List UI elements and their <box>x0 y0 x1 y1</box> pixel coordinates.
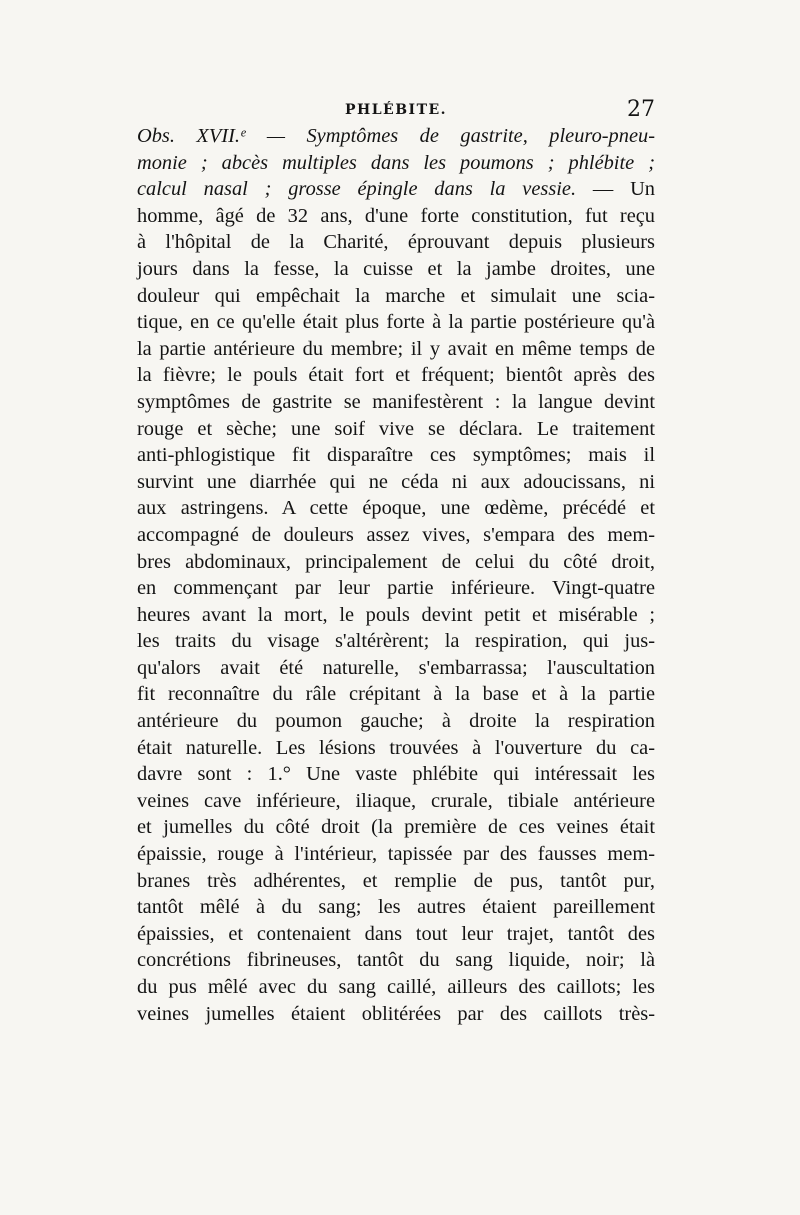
observation-heading-line-2: monie ; abcès multiples dans les poumons ; phlébite ; <box>137 151 655 174</box>
body-start: — Un <box>576 178 655 201</box>
text-line: fit reconnaître du râle crépitant à la base et à la partie <box>137 683 655 706</box>
text-line: et jumelles du côté droit (la première de ces veines était <box>137 816 655 839</box>
text-line: heures avant la mort, le pouls devint petit et misérable ; <box>137 603 655 626</box>
body-lines <box>137 203 655 1027</box>
text-line: veines jumelles étaient oblitérées par des caillots très- <box>137 1002 655 1025</box>
text-line: symptômes de gastrite se manifestèrent : la langue devint <box>137 390 655 413</box>
text-line: homme, âgé de 32 ans, d'une forte constitution, fut reçu <box>137 204 655 227</box>
observation-label: Obs. XVII.ᵉ <box>137 125 246 147</box>
text-line: qu'alors avait été naturelle, s'embarrassa; l'auscultation <box>137 656 655 679</box>
text-line: bres abdominaux, principalement de celui du côté droit, <box>137 550 655 573</box>
text-line: jours dans la fesse, la cuisse et la jambe droites, une <box>137 257 655 280</box>
text-line: à l'hôpital de la Charité, éprouvant depuis plusieurs <box>137 231 655 254</box>
page-number: 27 <box>627 97 655 122</box>
text-line: douleur qui empêchait la marche et simulait une scia- <box>137 284 655 307</box>
text-line: épaissie, rouge à l'intérieur, tapissée par des fausses mem- <box>137 843 655 866</box>
running-title: PHLÉBITE. <box>344 102 448 118</box>
text-line: survint une diarrhée qui ne céda ni aux adoucissans, ni <box>137 470 655 493</box>
text-line: en commençant par leur partie inférieure. Vingt-quatre <box>137 577 655 600</box>
text-line: accompagné de douleurs assez vives, s'empara des mem- <box>137 523 655 546</box>
text-line: était naturelle. Les lésions trouvées à l'ouverture du ca- <box>137 736 655 759</box>
text-line: veines cave inférieure, iliaque, crurale, tibiale antérieure <box>137 789 655 812</box>
text-line: rouge et sèche; une soif vive se déclara. Le traitement <box>137 417 655 440</box>
text-line: épaissies, et contenaient dans tout leur trajet, tantôt des <box>137 922 655 945</box>
text-line: du pus mêlé avec du sang caillé, ailleurs des caillots; les <box>137 976 655 998</box>
text-line: tantôt mêlé à du sang; les autres étaient pareillement <box>137 896 655 919</box>
text-line: la fièvre; le pouls était fort et fréquent; bientôt après des <box>137 364 655 387</box>
text-line: concrétions fibrineuses, tantôt du sang liquide, noir; là <box>137 949 655 972</box>
text-line: tique, en ce qu'elle était plus forte à la partie postérieure qu'à <box>137 311 655 334</box>
observation-heading-line-1 <box>137 123 655 150</box>
text-line: antérieure du poumon gauche; à droite la respiration <box>137 710 655 733</box>
text-line: anti-phlogistique fit disparaître ces symptômes; mais il <box>137 444 655 467</box>
text-line: davre sont : 1.° Une vaste phlébite qui intéressait les <box>137 763 655 786</box>
text-line: la partie antérieure du membre; il y avait en même temps de <box>137 337 655 360</box>
body-text <box>137 123 655 1027</box>
text-line: aux astringens. A cette époque, une œdème, précédé et <box>137 497 655 520</box>
observation-heading-text: — Symptômes de gastrite, pleuro-pneu- <box>245 125 655 147</box>
observation-heading-end: calcul nasal ; grosse épingle dans la vessie. <box>137 178 577 201</box>
text-line: branes très adhérentes, et remplie de pus, tantôt pur, <box>137 869 655 892</box>
text-line: les traits du visage s'altérèrent; la respiration, qui jus- <box>137 630 655 653</box>
observation-heading-line-3 <box>137 176 655 203</box>
